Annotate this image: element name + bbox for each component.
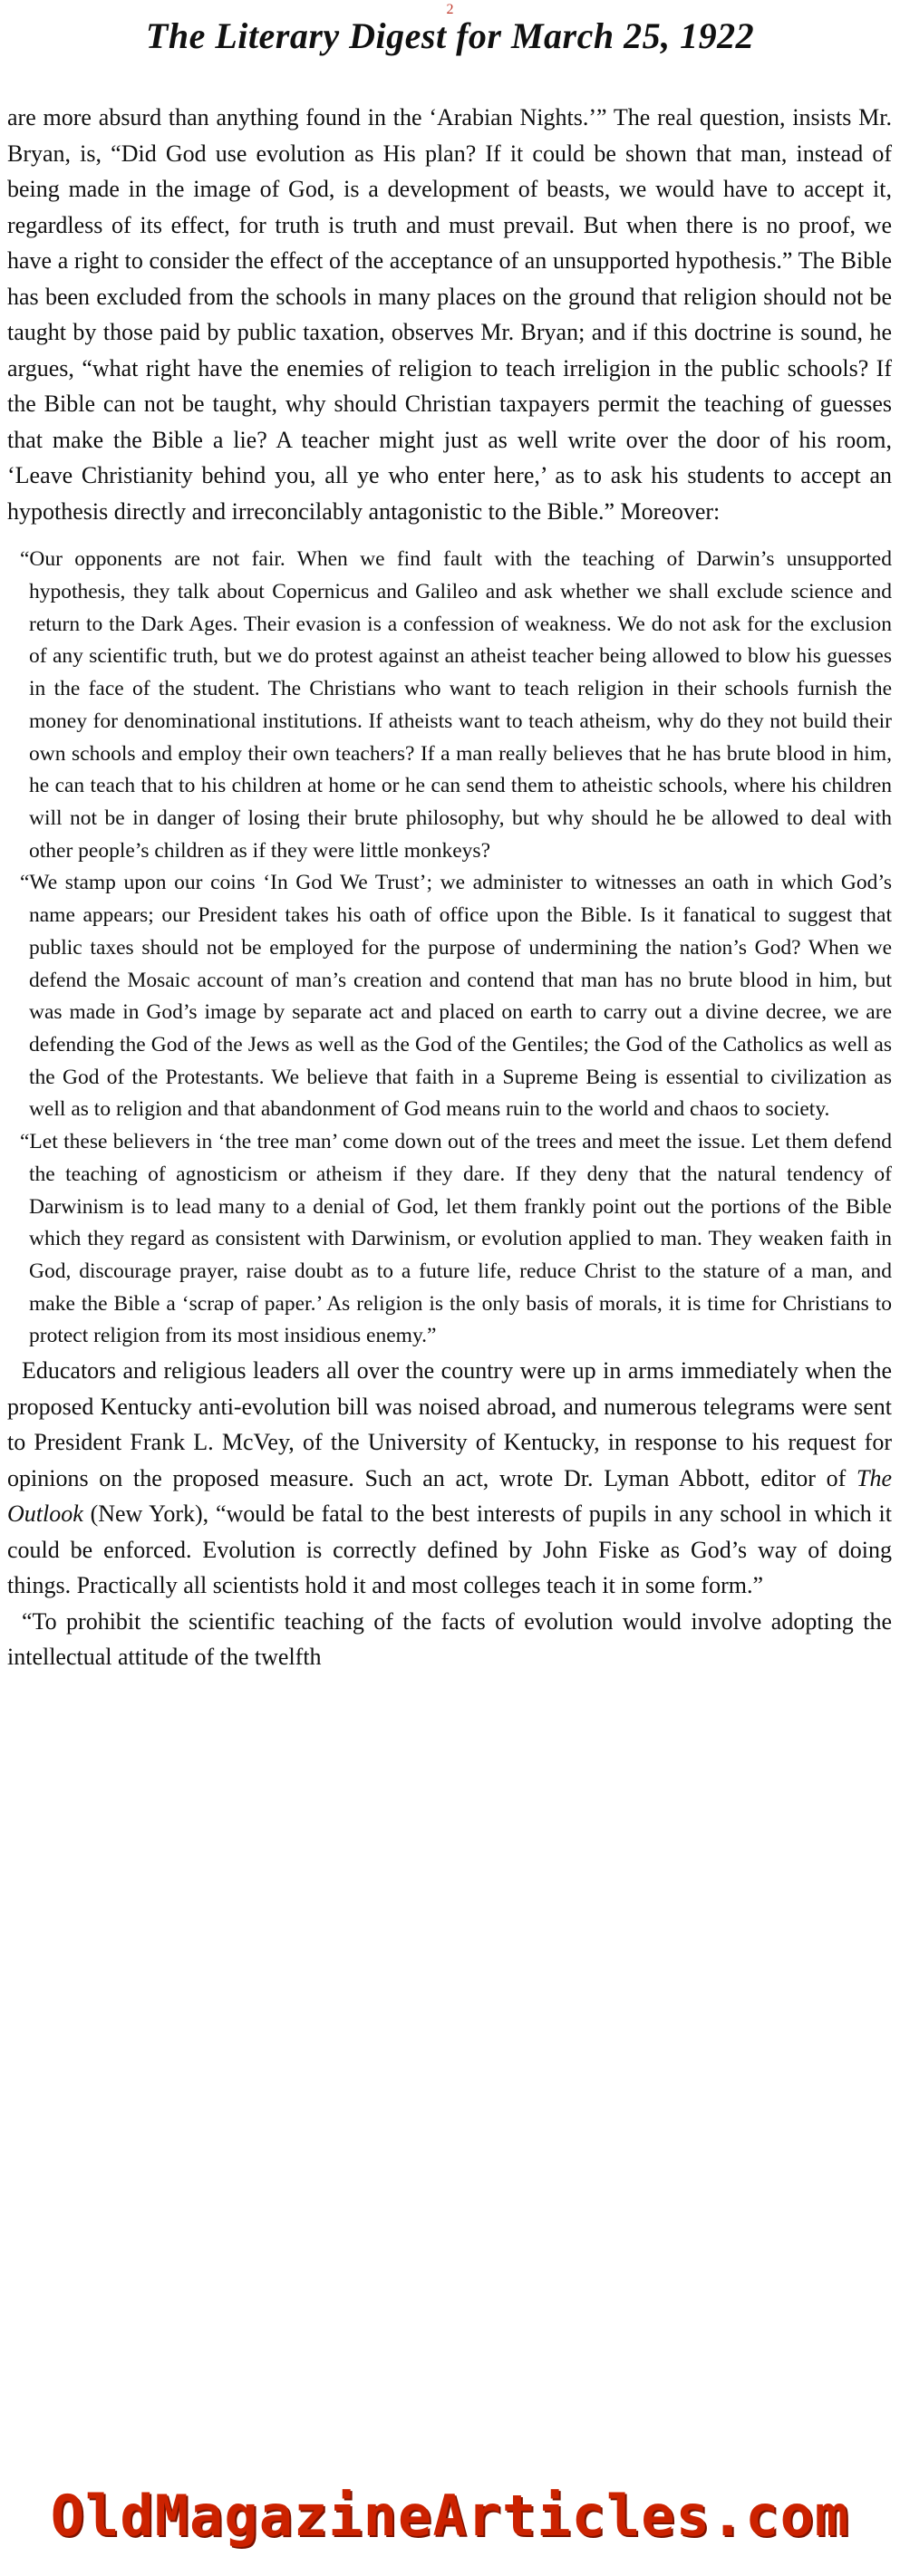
quote-paragraph-1: “Our opponents are not fair. When we find fault with the teaching of Darwin’s unsupported hypothesis, they talk about Copernicus and Galileo and ask whether we shall exclude science and return to the Dark Ages. Their evasion is a confession of weakness. We do not ask for the exclusion of any scientific truth, but we do protest against an atheist teacher being allowed to blow his guesses in the face of the student. The Christians who want to teach religion in their schools furnish the money for denominational institutions. If atheists want to teach atheism, why do they not build their own schools and employ their own teachers? If a man really believes that he has brute blood in him, he can teach that to his children at home or he can send them to atheistic schools, where his children will not be in danger of losing their brute philosophy, but why should he be allowed to deal with other people’s children as if they were little monkeys? xyxy=(20,547,892,863)
quote-paragraph-2: “We stamp upon our coins ‘In God We Trust’; we administer to witnesses an oath in which God’s name appears; our President takes his oath of office upon the Bible. Is it fanatical to suggest that public taxes should not be employed for the purpose of undermining the nation’s God? When we defend the Mosaic account of man’s creation and contend that man has no brute blood in him, but was made in God’s image by separate act and placed on earth to carry out a divine decree, we are defending the God of the Jews as well as the God of the Gentiles; the God of the Catholics as well as the God of the Protestants. We believe that faith in a Supreme Being is essential to civilization as well as to religion and that abandonment of God means ruin to the world and chaos to society. xyxy=(20,871,892,1122)
page-number: 2 xyxy=(446,2,454,17)
quote-paragraph-3: “Let these believers in ‘the tree man’ come down out of the trees and meet the issue. Let them defend the teaching of agnosticism or atheism if they dare. If they deny that the natural tendency of Darwinism is to lead many to a denial of God, let them frankly point out the portions of the Bible which they regard as consistent with Darwinism, or evolution applied to man. They weaken faith in God, discourage prayer, raise doubt as to a future life, reduce Christ to the stature of a man, and make the Bible a ‘scrap of paper.’ As religion is the only basis of morals, it is time for Christians to protect religion from its most insidious enemy.” xyxy=(20,1130,892,1348)
article-body xyxy=(7,100,892,1675)
bryan-quote xyxy=(20,544,892,1353)
paragraph-1: are more absurd than anything found in the ‘Arabian Nights.’” The real question, insists Mr. Bryan, is, “Did God use evolution as His plan? If it could be shown that man, instead of being made in the image of God, is a development of beasts, we would have to accept it, regardless of its effect, for truth is truth and must prevail. But when there is no proof, we have a right to consider the effect of the acceptance of an unsupported hypothesis.” The Bible has been excluded from the schools in many places on the ground that religion should not be taught by those paid by public taxation, observes Mr. Bryan; and if this doctrine is sound, he argues, “what right have the enemies of religion to teach irreligion in the public schools? If the Bible can not be taught, why should Christian taxpayers permit the teaching of guesses that make the Bible a lie? A teacher might just as well write over the door of his room, ‘Leave Christianity behind you, all ye who enter here,’ as to ask his students to accept an hypothesis directly and irreconcilably antagonistic to the Bible.” Moreover: xyxy=(7,104,892,525)
paragraph-3: “To prohibit the scientific teaching of the facts of evolution would involve adopting the intellectual attitude of the twelfth xyxy=(7,1607,892,1671)
paragraph-2-text-b: (New York), “would be fatal to the best interests of pupils in any school in which it could be enforced. Evolution is correctly defined by John Fiske as God’s way of doing things. Practically all scientists hold it and most colleges teach it in some form.” xyxy=(7,1500,892,1599)
watermark-text: OldMagazineArticles.com xyxy=(50,2483,850,2549)
paragraph-2 xyxy=(7,1353,892,1604)
site-watermark xyxy=(0,2483,900,2564)
paragraph-2-text-a: Educators and religious leaders all over the country were up in arms immediately when the proposed Kentucky anti-evolution bill was noised abroad, and numerous telegrams were sent to President Frank L. McVey, of the University of Kentucky, in response to his request for opinions on the proposed measure. Such an act, wrote Dr. Lyman Abbott, editor of xyxy=(7,1357,892,1491)
masthead: The Literary Digest for March 25, 1922 xyxy=(145,15,755,56)
outlook-title: The Outlook xyxy=(7,1464,892,1528)
